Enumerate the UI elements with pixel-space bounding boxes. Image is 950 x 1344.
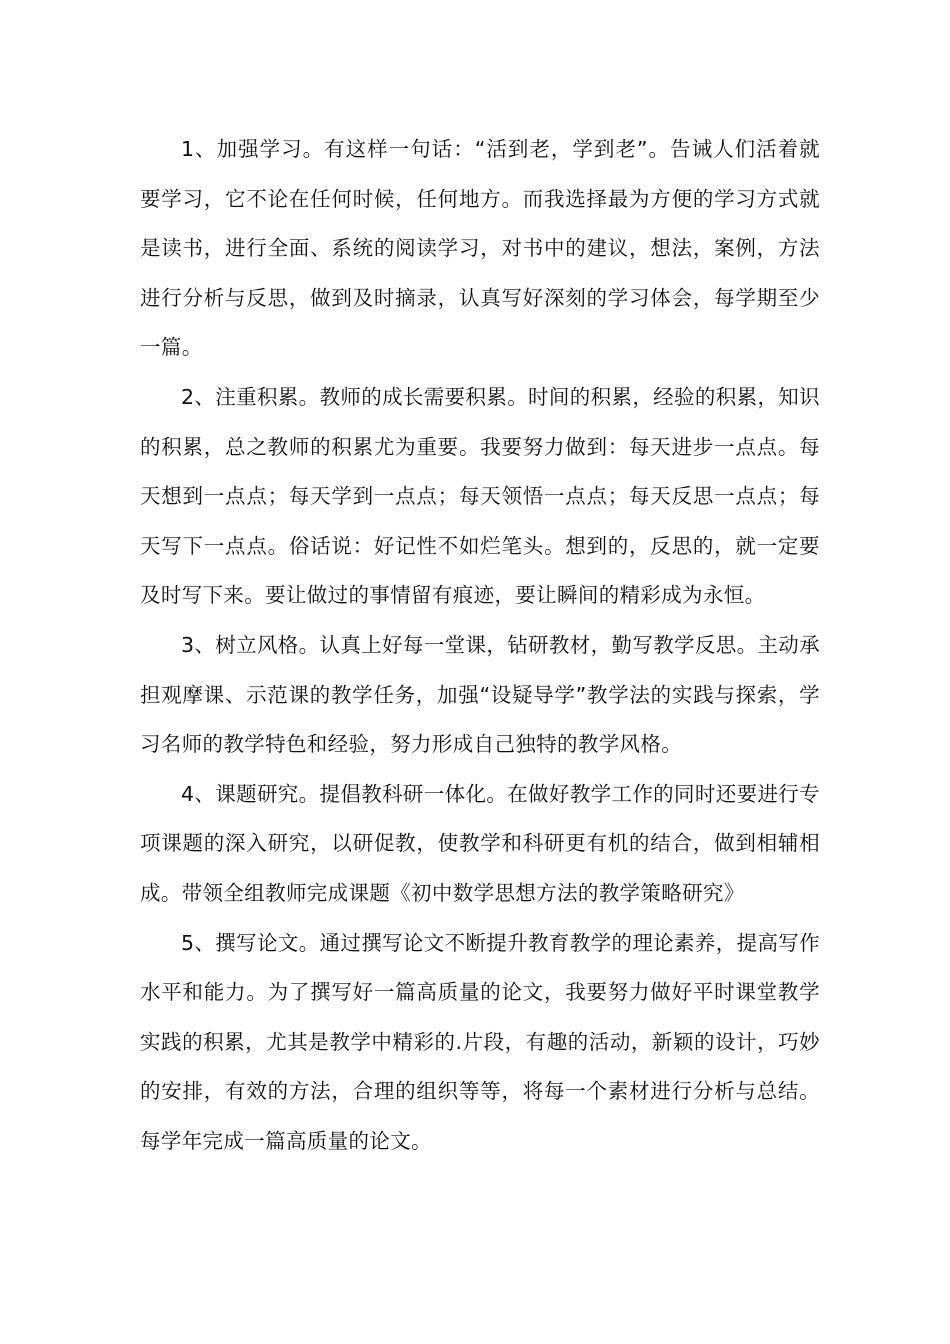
- paragraph-accumulation: 2、注重积累。教师的成长需要积累。时间的积累，经验的积累，知识的积累，总之教师的积累尤为重要。我要努力做到：每天进步一点点。每天想到一点点；每天学到一点点；每天领悟一点点；每天反思一点点；每天写下一点点。俗话说：好记性不如烂笔头。想到的，反思的，就一定要及时写下来。要让做过的事情留有痕迹，要让瞬间的精彩成为永恒。: [140, 384, 820, 608]
- paragraph-papers: 5、撰写论文。通过撰写论文不断提升教育教学的理论素养，提高写作水平和能力。为了撰写好一篇高质量的论文，我要努力做好平时课堂教学实践的积累，尤其是教学中精彩的.片段，有趣的活动，新颖的设计，巧妙的安排，有效的方法，合理的组织等等，将每一个素材进行分析与总结。每学年完成一篇高质量的论文。: [140, 930, 820, 1153]
- paragraph-learning: 1、加强学习。有这样一句话：“活到老，学到老”。告诫人们活着就要学习，它不论在任何时候，任何地方。而我选择最为方便的学习方式就是读书，进行全面、系统的阅读学习，对书中的建议，想法，案例，方法进行分析与反思，做到及时摘录，认真写好深刻的学习体会，每学期至少一篇。: [140, 137, 820, 360]
- document-body: [140, 125, 820, 1166]
- paragraph-research: 4、课题研究。提倡教科研一体化。在做好教学工作的同时还要进行专项课题的深入研究，以研促教，使教学和科研更有机的结合，做到相辅相成。带领全组教师完成课题《初中数学思想方法的教学策略研究》: [140, 781, 820, 905]
- paragraph-teaching-style: 3、树立风格。认真上好每一堂课，钻研教材，勤写教学反思。主动承担观摩课、示范课的教学任务，加强“设疑导学”教学法的实践与探索，学习名师的教学特色和经验，努力形成自己独特的教学风格。: [140, 632, 820, 757]
